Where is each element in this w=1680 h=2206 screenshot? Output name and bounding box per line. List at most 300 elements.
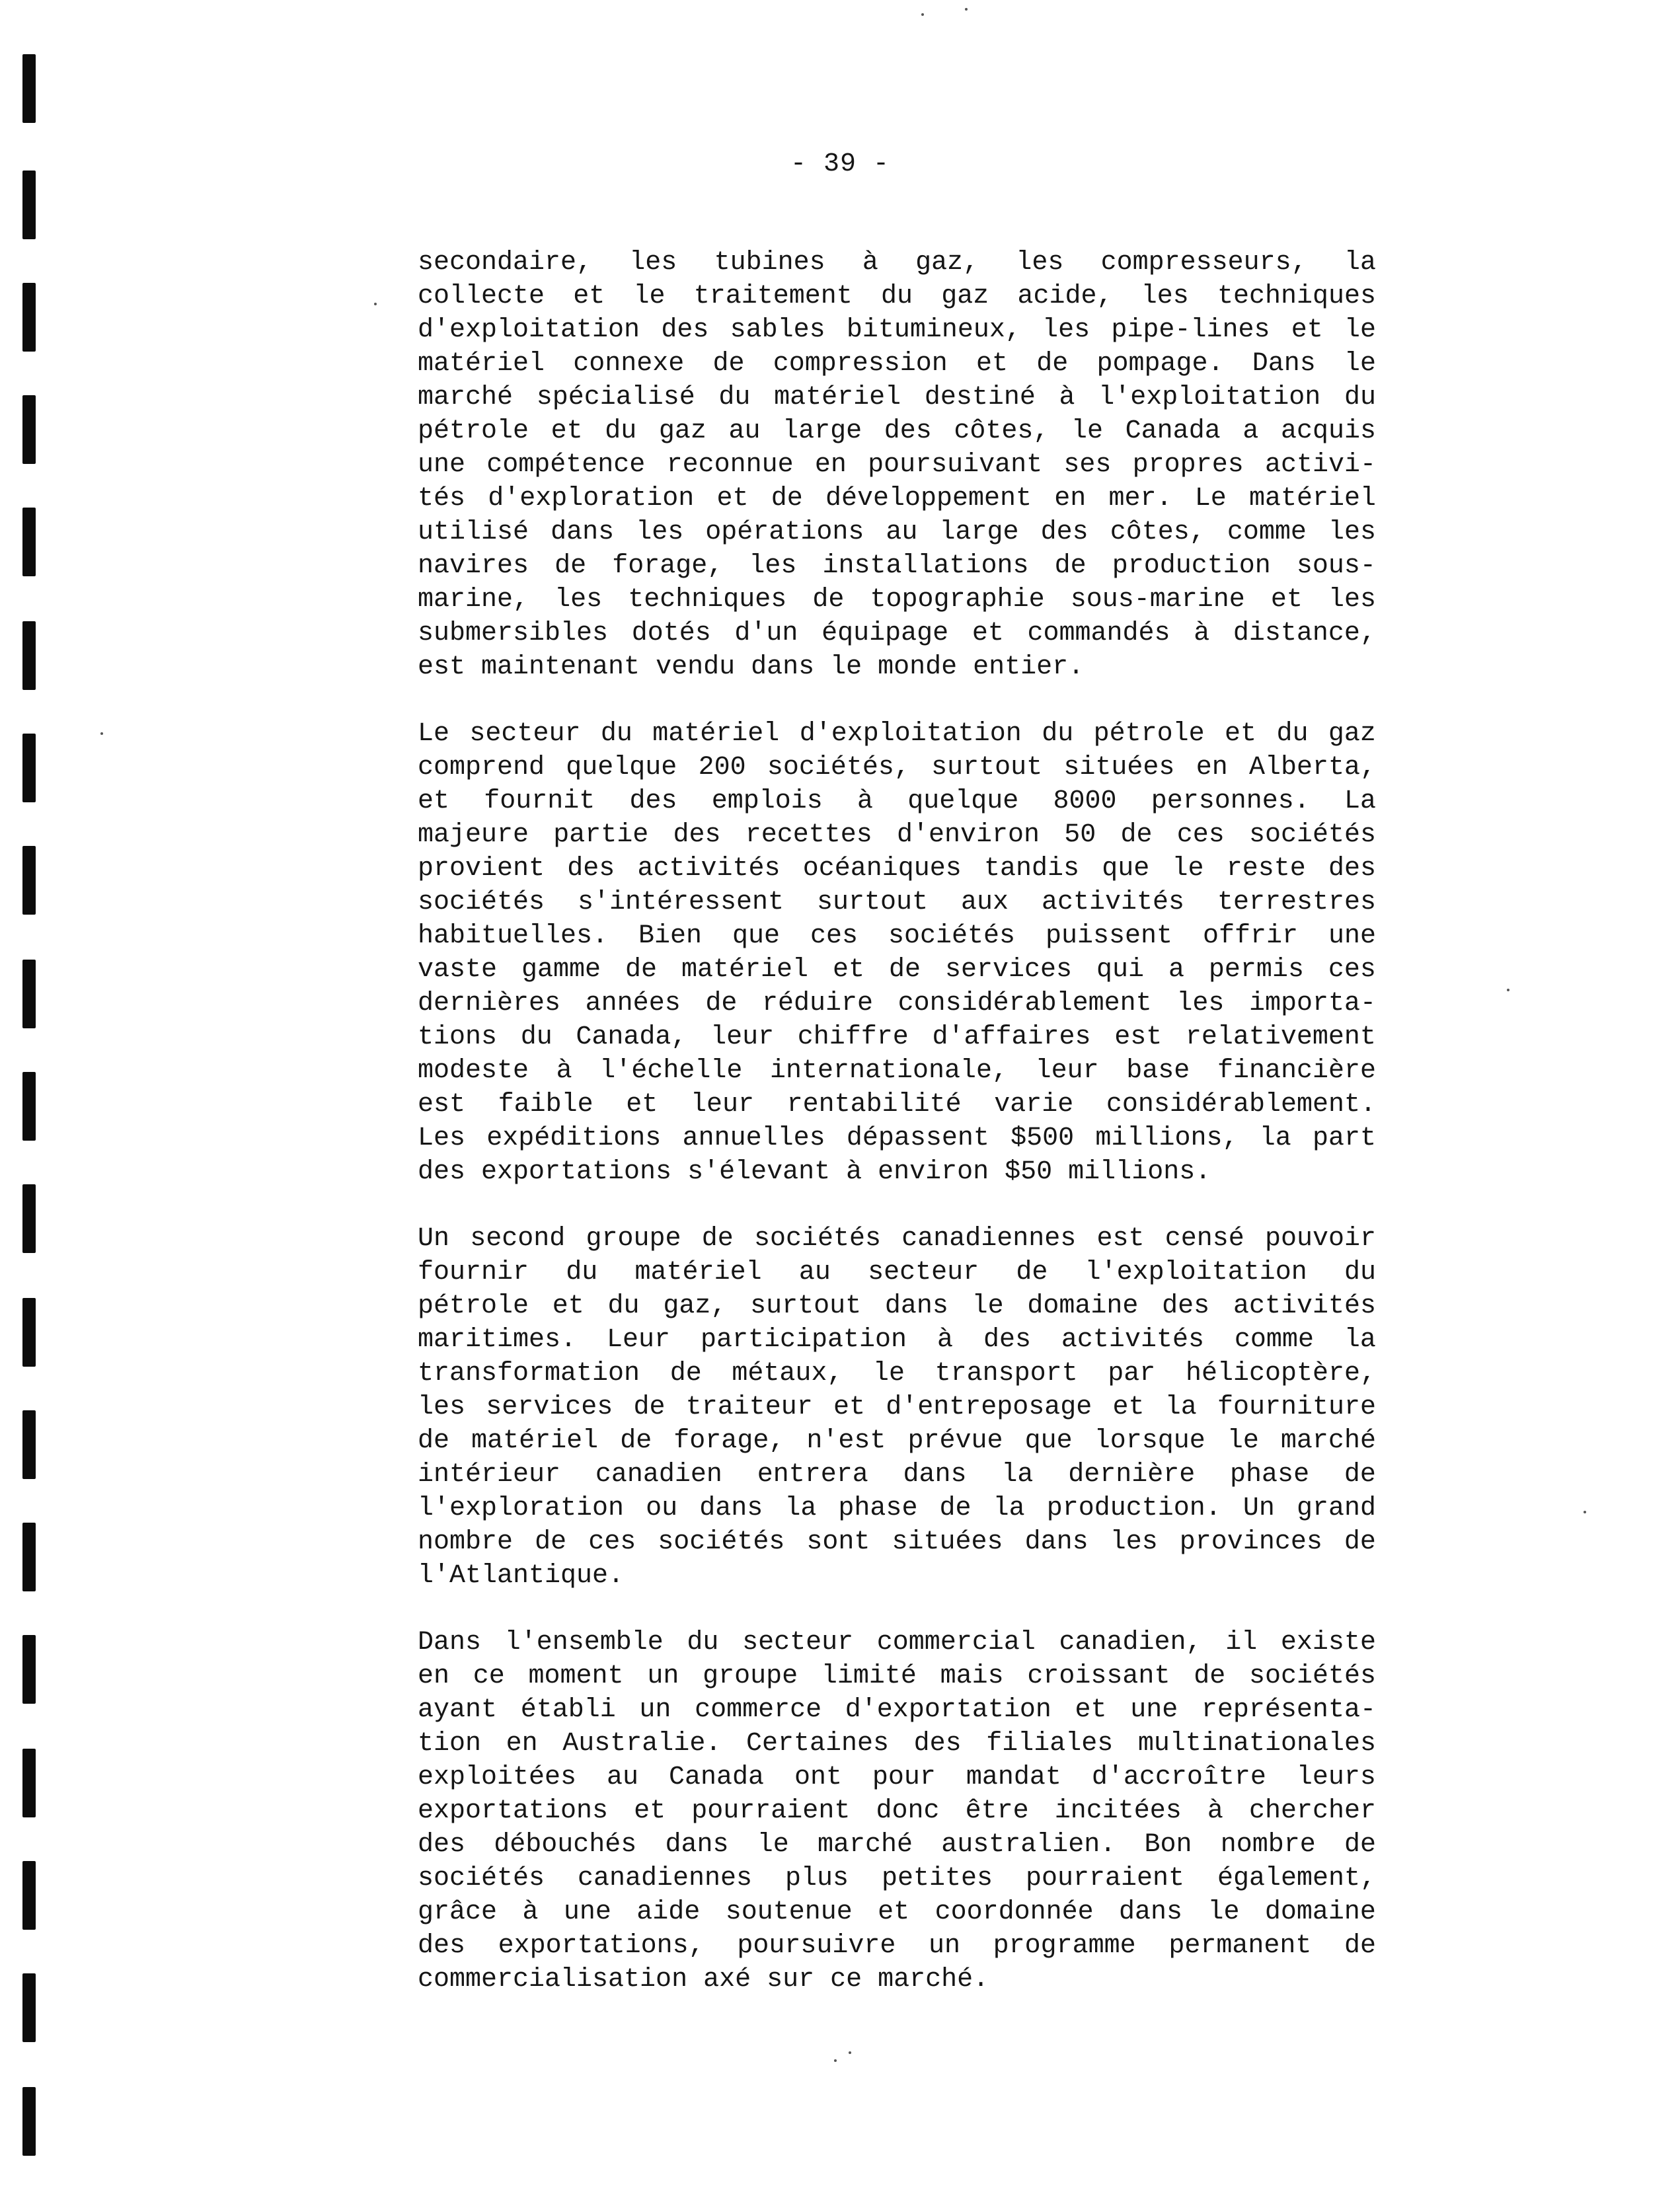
word: marché. (878, 1965, 989, 1995)
word: ce (473, 1661, 505, 1691)
word: et (1291, 315, 1323, 345)
word: sables (730, 315, 825, 345)
word: exportations, (498, 1931, 705, 1961)
word: filiales (986, 1729, 1114, 1759)
word: sous- (1296, 551, 1376, 581)
binding-mark (22, 1523, 36, 1591)
word: programme (993, 1931, 1136, 1961)
word: matériel (471, 1426, 599, 1456)
word: surtout (931, 753, 1043, 782)
text-line (418, 1626, 1376, 1659)
text-line (418, 1424, 1376, 1458)
word: de (418, 1426, 450, 1456)
text-line (418, 1289, 1376, 1323)
word: exploitées (418, 1763, 577, 1792)
word: monde (878, 652, 958, 682)
text-line (418, 953, 1376, 987)
word: le (1071, 416, 1104, 446)
word: permanent (1168, 1931, 1312, 1961)
word: secondaire, (418, 248, 593, 278)
word: quelque (566, 753, 677, 782)
word: que (1102, 854, 1150, 884)
word: spécialisé (536, 383, 695, 412)
binding-mark (22, 1410, 36, 1479)
word: dans (751, 652, 815, 682)
word: donc (876, 1796, 940, 1826)
word: domaine (1027, 1291, 1139, 1321)
word: de (1344, 1931, 1376, 1961)
word: installations (822, 551, 1029, 581)
word: Australie. (562, 1729, 722, 1759)
text-line (418, 784, 1376, 818)
word: millions, (1095, 1123, 1239, 1153)
word: ont (794, 1763, 842, 1792)
word: limité (821, 1661, 917, 1691)
word: $50 (1005, 1157, 1053, 1187)
word: et (976, 349, 1009, 379)
text-line (418, 1727, 1376, 1761)
word: acide, (1017, 282, 1113, 311)
word: dans (551, 517, 615, 547)
word: activités (637, 854, 781, 884)
word: les (1016, 248, 1064, 278)
binding-mark (22, 1072, 36, 1141)
word: et (573, 282, 605, 311)
binding-mark (22, 2087, 36, 2156)
word: de (620, 1426, 652, 1456)
word: internationale, (769, 1056, 1009, 1086)
word: terrestres (1217, 888, 1376, 917)
word: pourraient (1025, 1864, 1184, 1893)
word: ces (1176, 820, 1225, 850)
word: phase (838, 1494, 918, 1523)
word: de (1344, 1460, 1376, 1490)
word: 50 (1064, 820, 1096, 850)
word: le (972, 1291, 1004, 1321)
binding-mark (22, 960, 36, 1028)
word: quelque (907, 786, 1019, 816)
word: mer. (1108, 484, 1172, 513)
word: les (554, 585, 603, 615)
word: commercial (876, 1628, 1036, 1657)
word: pétrole (1093, 719, 1205, 749)
word: à (1207, 1796, 1223, 1826)
word: de (633, 1392, 666, 1422)
word: de (535, 1527, 567, 1557)
paragraph (418, 1222, 1376, 1593)
word: sociétés (418, 1864, 545, 1893)
word: leurs (1296, 1763, 1376, 1792)
word: croissant (1027, 1661, 1170, 1691)
word: surtout (817, 888, 929, 917)
word: s'intéressent (577, 888, 784, 917)
word: et (716, 484, 749, 513)
word: à (1059, 383, 1075, 412)
word: au (607, 1763, 639, 1792)
word: emplois (711, 786, 823, 816)
word: comme (1227, 517, 1307, 547)
word: annuelles (682, 1123, 825, 1153)
word: commercialisation (418, 1965, 688, 1995)
word: tions (418, 1022, 498, 1052)
text-line (418, 1256, 1376, 1289)
word: 8000 (1053, 786, 1117, 816)
word: Les (418, 1123, 466, 1153)
word: poursuivre (737, 1931, 896, 1961)
word: intérieur (418, 1460, 561, 1490)
word: compétence (486, 450, 646, 480)
word: d'environ (896, 820, 1040, 850)
scan-speck (1584, 1511, 1586, 1513)
word: des (884, 416, 932, 446)
word: des (418, 1157, 466, 1187)
word: chiffre (797, 1022, 909, 1052)
word: et (1225, 719, 1257, 749)
word: d'exploitation (418, 315, 640, 345)
word: dans (903, 1460, 967, 1490)
word: les (629, 248, 677, 278)
word: mandat (966, 1763, 1061, 1792)
word: du (566, 1258, 598, 1287)
word: considérablement. (1106, 1090, 1376, 1120)
word: d'entreposage (886, 1392, 1092, 1422)
word: par (1108, 1359, 1156, 1388)
word: grâce (418, 1897, 498, 1927)
word: des (983, 1325, 1031, 1355)
word: les (1141, 282, 1189, 311)
word: comprend (418, 753, 545, 782)
text-line (418, 414, 1376, 448)
text-line (418, 1525, 1376, 1559)
word: activités (1041, 888, 1184, 917)
word: ces (588, 1527, 636, 1557)
word: la (1165, 1392, 1197, 1422)
word: le (872, 1359, 905, 1388)
word: chercher (1248, 1796, 1376, 1826)
word: de (888, 955, 921, 985)
word: est (1114, 1022, 1163, 1052)
word: au (728, 416, 761, 446)
word: sous-marine (1070, 585, 1245, 615)
word: varie (994, 1090, 1074, 1120)
scan-speck (1507, 989, 1509, 991)
text-line (418, 650, 1376, 684)
word: de (705, 989, 738, 1018)
word: en (506, 1729, 538, 1759)
word: partie (553, 820, 649, 850)
word: canadiennes (577, 1864, 753, 1893)
word: il (1225, 1628, 1258, 1657)
scan-speck (374, 303, 377, 305)
word: techniques (628, 585, 787, 615)
word: surtout (750, 1291, 862, 1321)
word: dernière (1068, 1460, 1196, 1490)
text-line (418, 1895, 1376, 1929)
text-line (418, 583, 1376, 617)
word: recettes (745, 820, 872, 850)
binding-mark (22, 1973, 36, 2042)
word: à (862, 248, 878, 278)
text-line (418, 751, 1376, 784)
word: à (556, 1056, 572, 1086)
word: comme (1234, 1325, 1314, 1355)
word: pour (872, 1763, 936, 1792)
word: les (636, 517, 684, 547)
word: sur (767, 1965, 815, 1995)
scan-speck (965, 8, 968, 11)
word: du (1344, 1258, 1376, 1287)
text-line (418, 1054, 1376, 1088)
word: d'un (734, 619, 798, 648)
binding-mark (22, 1184, 36, 1253)
word: base (1126, 1056, 1190, 1086)
word: nombre (1220, 1830, 1316, 1860)
word: secteur (469, 719, 581, 749)
word: utilisé (418, 517, 529, 547)
text-line (418, 1559, 1376, 1593)
binding-mark (22, 734, 36, 802)
scan-speck (834, 2059, 837, 2062)
word: poursuivant (868, 450, 1043, 480)
word: matériel (418, 349, 545, 379)
word: ces (810, 921, 858, 951)
word: submersibles (418, 619, 609, 648)
word: Le (1194, 484, 1227, 513)
word: un (647, 1661, 679, 1691)
word: pompage. (1096, 349, 1224, 379)
word: dotés (631, 619, 711, 648)
word: connexe (573, 349, 685, 379)
text-line (418, 381, 1376, 414)
word: Canada, (576, 1022, 687, 1052)
scan-speck (849, 2051, 851, 2054)
word: à (522, 1897, 539, 1927)
word: exportations (418, 1796, 609, 1826)
word: côtes, (954, 416, 1050, 446)
word: Canada (1125, 416, 1221, 446)
word: à (846, 1157, 862, 1187)
word: commerce (695, 1695, 822, 1725)
word: côtes, (1110, 517, 1205, 547)
text-line (418, 717, 1376, 751)
word: phase (1230, 1460, 1310, 1490)
word: la (1259, 1123, 1291, 1153)
word: ce (830, 1965, 862, 1995)
word: activités (1233, 1291, 1376, 1321)
word: une (418, 450, 466, 480)
text-line (418, 515, 1376, 549)
word: collecte (418, 282, 545, 311)
word: nombre (418, 1527, 514, 1557)
word: d'exploitation (799, 719, 1022, 749)
word: canadien, (1059, 1628, 1202, 1657)
binding-mark (22, 395, 36, 464)
word: aide (636, 1897, 701, 1927)
word: offrir (1202, 921, 1298, 951)
word: incitées (1054, 1796, 1182, 1826)
word: relativement (1185, 1022, 1376, 1052)
word: ses (1063, 450, 1112, 480)
word: des (629, 786, 677, 816)
word: ou (646, 1494, 678, 1523)
word: compresseurs, (1100, 248, 1307, 278)
word: participation (700, 1325, 907, 1355)
text-line (418, 886, 1376, 919)
word: sociétés (1248, 1661, 1376, 1691)
word: l'exploitation (1098, 383, 1321, 412)
word: pouvoir (1264, 1224, 1376, 1254)
word: puissent (1045, 921, 1172, 951)
word: gaz (941, 282, 989, 311)
binding-marks (0, 0, 53, 2206)
word: l'échelle (599, 1056, 743, 1086)
word: environ (878, 1157, 989, 1187)
word: et (972, 619, 1004, 648)
word: établi (520, 1695, 616, 1725)
word: métaux, (732, 1359, 843, 1388)
word: techniques (1217, 282, 1376, 311)
word: du (687, 1628, 719, 1657)
word: des (1040, 517, 1088, 547)
word: secteur (742, 1628, 854, 1657)
word: $500 (1011, 1123, 1075, 1153)
word: gaz, (915, 248, 979, 278)
binding-mark (22, 621, 36, 690)
binding-mark (22, 1861, 36, 1930)
word: prévue (907, 1426, 1003, 1456)
word: et (1075, 1695, 1107, 1725)
word: canadien (595, 1460, 722, 1490)
word: tion (418, 1729, 482, 1759)
word: un (929, 1931, 961, 1961)
word: pipe-lines (1111, 315, 1270, 345)
word: ayant (418, 1695, 498, 1725)
word: canadiennes (901, 1224, 1077, 1254)
word: bitumineux, (846, 315, 1021, 345)
word: et (418, 786, 450, 816)
text-line (418, 1761, 1376, 1794)
word: ces (1328, 955, 1376, 985)
word: Le (418, 719, 450, 749)
word: services (486, 1392, 613, 1422)
word: personnes. (1151, 786, 1310, 816)
text-line (418, 617, 1376, 650)
word: la (1001, 1460, 1034, 1490)
word: traitement (693, 282, 853, 311)
word: de (712, 349, 745, 379)
word: sociétés (658, 1527, 785, 1557)
word: australien. (941, 1830, 1116, 1860)
word: en (814, 450, 847, 480)
text-line (418, 280, 1376, 313)
word: transformation (418, 1359, 640, 1388)
word: s'élevant (687, 1157, 831, 1187)
word: au (798, 1258, 831, 1287)
word: dans (1024, 1527, 1088, 1557)
word: qui (1096, 955, 1144, 985)
word: un (639, 1695, 671, 1725)
word: que (732, 921, 781, 951)
word: dans (1119, 1897, 1183, 1927)
word: Alberta, (1248, 753, 1376, 782)
word: marché (817, 1830, 913, 1860)
text-line (418, 1929, 1376, 1963)
word: la (993, 1494, 1025, 1523)
word: et (551, 416, 583, 446)
word: dans (699, 1494, 763, 1523)
word: maritimes. (418, 1325, 577, 1355)
word: de (939, 1494, 972, 1523)
word: destiné (924, 383, 1036, 412)
word: soutenue (725, 1897, 853, 1927)
word: du (1276, 719, 1309, 749)
word: des (673, 820, 721, 850)
text-line (418, 1122, 1376, 1155)
word: expéditions (486, 1123, 662, 1153)
word: a (1168, 955, 1184, 985)
word: gaz (1328, 719, 1376, 749)
word: dans (665, 1830, 729, 1860)
word: les (418, 1392, 466, 1422)
word: de (1194, 1661, 1226, 1691)
word: opérations (705, 517, 864, 547)
word: des (661, 315, 709, 345)
word: marché (1280, 1426, 1376, 1456)
word: forage, (673, 1426, 785, 1456)
word: propres (1132, 450, 1244, 480)
word: d'exploration (488, 484, 695, 513)
word: de (1054, 551, 1087, 581)
word: les (1328, 585, 1376, 615)
word: topographie (870, 585, 1045, 615)
word: en (1196, 753, 1228, 782)
word: de (1120, 820, 1153, 850)
word: une (1328, 921, 1376, 951)
word: n'est (806, 1426, 886, 1456)
word: des (418, 1830, 466, 1860)
word: d'accroître (1091, 1763, 1266, 1792)
word: à (1194, 619, 1210, 648)
text-line (418, 1155, 1376, 1189)
word: existe (1280, 1628, 1376, 1657)
word: Bon (1144, 1830, 1192, 1860)
word: et (634, 1796, 666, 1826)
word: tubines (714, 248, 825, 278)
text-line (418, 1828, 1376, 1862)
word: petites (881, 1864, 993, 1893)
word: matériel (774, 383, 901, 412)
word: plus (784, 1864, 849, 1893)
word: de (812, 585, 845, 615)
word: le (757, 1830, 789, 1860)
text-line (418, 1492, 1376, 1525)
text-line (418, 1323, 1376, 1357)
word: et (552, 1291, 584, 1321)
word: La (1344, 786, 1376, 816)
word: les (1042, 315, 1090, 345)
word: transport (935, 1359, 1078, 1388)
word: tés (418, 484, 466, 513)
word: compression (773, 349, 948, 379)
word: majeure (418, 820, 529, 850)
word: du (1344, 383, 1376, 412)
word: Bien (638, 921, 703, 951)
text-line (418, 987, 1376, 1020)
text-line (418, 549, 1376, 583)
word: réduire (761, 989, 873, 1018)
word: fournir (418, 1258, 529, 1287)
word: des (418, 1931, 466, 1961)
